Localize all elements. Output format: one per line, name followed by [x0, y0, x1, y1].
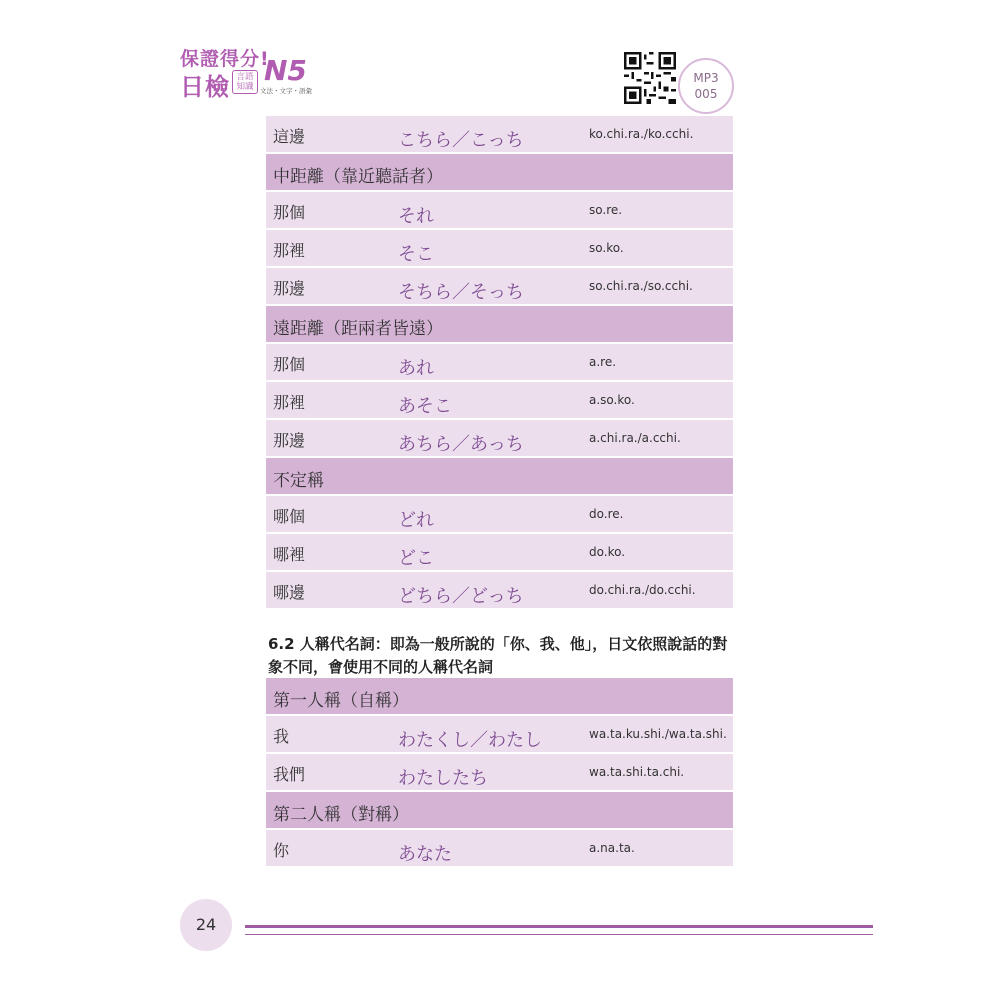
logo-line1: 保證得分!	[180, 48, 270, 70]
kana-cell: それ	[398, 206, 434, 227]
kana-cell: どれ	[398, 510, 434, 531]
mp3-label: MP3	[693, 71, 719, 85]
logo-subtitle: 文法・文字・語彙	[260, 87, 312, 95]
kana-cell: わたしたち	[398, 768, 488, 789]
romaji-cell: so.ko.	[589, 241, 624, 255]
section-label: 不定稱	[273, 471, 324, 491]
table-section-header	[266, 306, 733, 342]
kana-cell: あそこ	[398, 396, 452, 417]
page-number: 24	[195, 915, 217, 934]
book-logo	[180, 44, 320, 101]
qr-code-icon[interactable]	[624, 52, 676, 104]
romaji-cell: a.na.ta.	[589, 841, 635, 855]
chinese-cell: 那裡	[273, 241, 306, 260]
table-row	[266, 268, 733, 304]
kana-cell: あちら／あっち	[398, 434, 524, 455]
chinese-cell: 哪個	[273, 507, 306, 526]
table-section-header	[266, 792, 733, 828]
footer-rule	[245, 925, 873, 928]
romaji-cell: ko.chi.ra./ko.cchi.	[589, 127, 694, 141]
logo-level: N5	[264, 54, 307, 87]
kana-cell: こちら／こっち	[398, 130, 524, 151]
section-label: 第二人稱（對稱）	[273, 805, 409, 825]
romaji-cell: so.re.	[589, 203, 623, 217]
chinese-cell: 那邊	[273, 431, 306, 450]
table-row	[266, 382, 733, 418]
section-label: 中距離（靠近聽話者）	[273, 167, 443, 187]
romaji-cell: so.chi.ra./so.cchi.	[589, 279, 693, 293]
footer-rule-thin	[245, 934, 873, 935]
personal-pronoun-table	[266, 678, 733, 868]
logo-line2: 日檢	[180, 73, 230, 101]
table-row	[266, 496, 733, 532]
chinese-cell: 那個	[273, 203, 306, 222]
chinese-cell: 那裡	[273, 393, 306, 412]
table-row	[266, 344, 733, 380]
chinese-cell: 你	[273, 841, 290, 860]
kana-cell: わたくし／わたし	[398, 730, 542, 751]
section-heading: 6.2 人稱代名詞：即為一般所說的「你、我、他」，日文依照說話的對象不同，會使用不同的人稱代名詞	[268, 635, 728, 676]
table-row	[266, 192, 733, 228]
table-row	[266, 830, 733, 866]
table-row	[266, 716, 733, 752]
chinese-cell: 哪裡	[273, 545, 306, 564]
kana-cell: あなた	[398, 844, 452, 865]
kana-cell: どこ	[398, 548, 434, 569]
logo-box-text: 言語知識	[232, 70, 258, 94]
chinese-cell: 這邊	[273, 127, 306, 146]
chinese-cell: 那個	[273, 355, 306, 374]
table-row	[266, 754, 733, 790]
table-row	[266, 534, 733, 570]
page-number-badge	[180, 899, 232, 951]
section-label: 第一人稱（自稱）	[273, 691, 409, 711]
table-section-header	[266, 678, 733, 714]
chinese-cell: 哪邊	[273, 583, 306, 602]
table-section-header	[266, 154, 733, 190]
kana-cell: あれ	[398, 358, 434, 379]
romaji-cell: a.chi.ra./a.cchi.	[589, 431, 681, 445]
table-row	[266, 572, 733, 608]
romaji-cell: do.re.	[589, 507, 624, 521]
kana-cell: そちら／そっち	[398, 282, 524, 303]
mp3-track-badge[interactable]	[678, 58, 734, 114]
section-label: 遠距離（距兩者皆遠）	[273, 319, 443, 339]
chinese-cell: 那邊	[273, 279, 306, 298]
chinese-cell: 我們	[273, 765, 306, 784]
romaji-cell: wa.ta.shi.ta.chi.	[589, 765, 685, 779]
romaji-cell: do.chi.ra./do.cchi.	[589, 583, 696, 597]
romaji-cell: a.so.ko.	[589, 393, 635, 407]
mp3-track-number: 005	[694, 87, 718, 101]
romaji-cell: do.ko.	[589, 545, 626, 559]
table-row	[266, 116, 733, 152]
table-row	[266, 420, 733, 456]
romaji-cell: a.re.	[589, 355, 617, 369]
kana-cell: そこ	[398, 244, 434, 265]
table-row	[266, 230, 733, 266]
chinese-cell: 我	[273, 727, 290, 746]
table-section-header	[266, 458, 733, 494]
kana-cell: どちら／どっち	[398, 586, 524, 607]
demonstrative-table	[266, 116, 733, 610]
romaji-cell: wa.ta.ku.shi./wa.ta.shi.	[589, 727, 727, 741]
